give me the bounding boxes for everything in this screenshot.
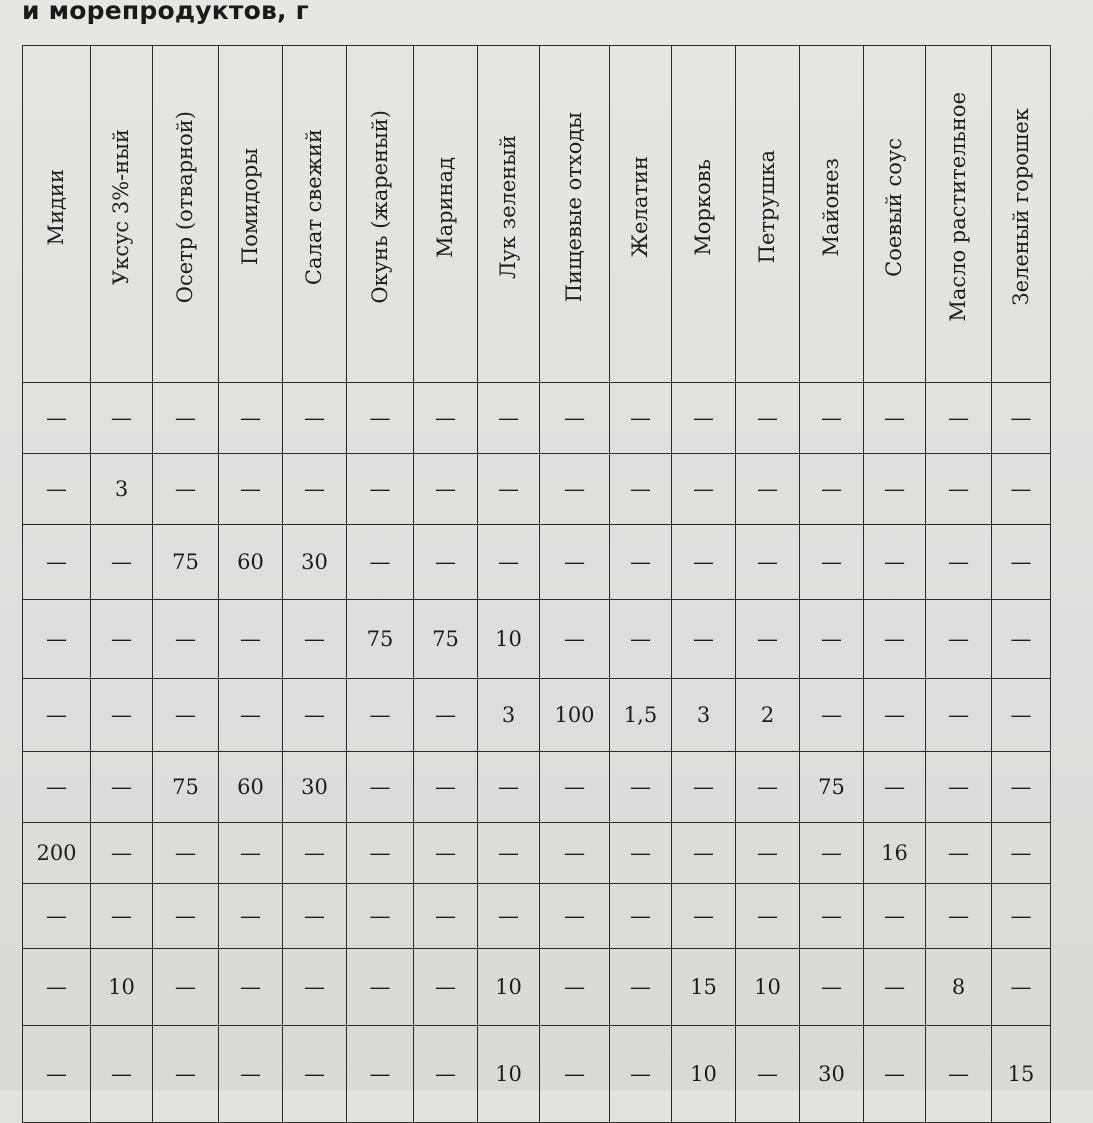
column-header: Желатин [610,46,672,383]
table-cell: — [864,884,926,949]
table-cell: — [864,1026,926,1123]
table-cell: — [23,884,91,949]
table-cell: — [864,752,926,823]
table-cell: — [347,884,414,949]
table-cell: — [91,752,153,823]
table-cell: 75 [414,600,478,679]
table-cell: — [610,823,672,884]
table-cell: — [219,884,283,949]
table-cell: — [992,679,1051,752]
table-cell: — [926,383,992,454]
table-cell: — [23,454,91,525]
table-cell: — [23,679,91,752]
table-row [23,823,1051,884]
table-cell: — [864,949,926,1026]
table-cell: — [153,679,219,752]
table-cell: — [992,600,1051,679]
table-cell: — [864,383,926,454]
table-cell: — [347,525,414,600]
table-cell: — [992,752,1051,823]
table-cell: — [610,454,672,525]
table-cell: — [540,884,610,949]
table-cell: 10 [478,949,540,1026]
table-cell: — [610,949,672,1026]
table-cell: — [800,525,864,600]
table-cell: — [91,600,153,679]
table-cell: — [478,454,540,525]
table-cell: — [736,454,800,525]
table-row [23,679,1051,752]
table-cell: — [347,823,414,884]
table-cell: — [414,884,478,949]
table-cell: — [91,383,153,454]
table-cell: — [540,1026,610,1123]
table-cell: 10 [672,1026,736,1123]
table-cell: — [926,752,992,823]
column-header: Пищевые отходы [540,46,610,383]
table-cell: 10 [478,600,540,679]
table-cell: 100 [540,679,610,752]
table-cell: — [864,679,926,752]
table-cell: — [610,884,672,949]
table-cell: — [800,949,864,1026]
table-cell: 3 [478,679,540,752]
table-cell: — [219,454,283,525]
table-cell: — [864,525,926,600]
table-cell: — [219,949,283,1026]
table-row [23,884,1051,949]
table-row [23,1026,1051,1123]
table-cell: — [347,383,414,454]
table-row [23,752,1051,823]
table-cell: — [540,949,610,1026]
table-cell: — [736,525,800,600]
table-cell: — [414,823,478,884]
table-cell: — [736,383,800,454]
table-cell: 75 [347,600,414,679]
table-cell: — [414,383,478,454]
table-cell: — [736,884,800,949]
column-header: Лук зеленый [478,46,540,383]
table-cell: — [672,383,736,454]
table-cell: — [478,383,540,454]
table-cell: — [800,823,864,884]
table-cell: — [23,752,91,823]
column-header: Майонез [800,46,864,383]
table-cell: 8 [926,949,992,1026]
table-cell: — [347,454,414,525]
table-cell: — [219,679,283,752]
table-cell: — [540,600,610,679]
table-heading: и морепродуктов, г [22,0,309,25]
table-cell: 16 [864,823,926,884]
table-cell: — [23,1026,91,1123]
table-cell: — [926,679,992,752]
table-cell: — [736,823,800,884]
table-cell: 200 [23,823,91,884]
table-cell: — [926,600,992,679]
table-cell: 2 [736,679,800,752]
table-row [23,383,1051,454]
table-cell: — [23,383,91,454]
table-cell: — [414,525,478,600]
table-cell: 10 [91,949,153,1026]
header-row [23,46,1051,383]
table-cell: — [864,454,926,525]
table-cell: — [992,525,1051,600]
table-cell: — [610,525,672,600]
table-cell: 30 [283,752,347,823]
table-cell: — [91,823,153,884]
table-cell: 60 [219,752,283,823]
table-cell: — [283,1026,347,1123]
table-cell: — [926,454,992,525]
table-cell: — [347,752,414,823]
table-cell: — [153,454,219,525]
table-cell: — [478,823,540,884]
table-cell: — [23,600,91,679]
table-cell: 10 [736,949,800,1026]
table-cell: — [283,949,347,1026]
table-cell: 10 [478,1026,540,1123]
table-cell: — [91,1026,153,1123]
table-cell: — [347,949,414,1026]
table-cell: 1,5 [610,679,672,752]
column-header: Уксус 3%-ный [91,46,153,383]
table-cell: — [800,454,864,525]
table-cell: — [283,600,347,679]
column-header: Маринад [414,46,478,383]
table-cell: — [540,525,610,600]
table-cell: — [992,454,1051,525]
ingredients-table [22,45,1051,1123]
table-cell: — [478,525,540,600]
table-cell: — [153,823,219,884]
column-header: Осетр (отварной) [153,46,219,383]
table-cell: — [864,600,926,679]
table-cell: — [219,383,283,454]
table-cell: — [91,679,153,752]
table-cell: 15 [672,949,736,1026]
table-cell: — [672,600,736,679]
table-cell: — [926,884,992,949]
table-cell: — [283,679,347,752]
table-cell: — [672,884,736,949]
table-cell: — [926,1026,992,1123]
table-cell: — [23,525,91,600]
table-cell: 3 [672,679,736,752]
table-row [23,525,1051,600]
table-cell: — [91,525,153,600]
table-cell: — [283,823,347,884]
table-cell: — [992,823,1051,884]
table-cell: — [23,949,91,1026]
column-header: Масло растительное [926,46,992,383]
table-cell: — [610,1026,672,1123]
table-cell: — [672,752,736,823]
table-cell: — [219,600,283,679]
table-cell: — [414,752,478,823]
table-cell: — [153,383,219,454]
table-cell: — [153,600,219,679]
table-row [23,454,1051,525]
table-cell: — [283,454,347,525]
column-header: Мидии [23,46,91,383]
table-cell: — [414,679,478,752]
table-cell: — [800,679,864,752]
table-cell: — [219,823,283,884]
column-header: Окунь (жареный) [347,46,414,383]
table-cell: — [347,679,414,752]
table-row [23,949,1051,1026]
table-cell: — [283,884,347,949]
table-cell: — [283,383,347,454]
table-cell: — [414,454,478,525]
table-cell: — [926,823,992,884]
table-cell: — [540,454,610,525]
table-cell: 30 [800,1026,864,1123]
table-cell: 30 [283,525,347,600]
table-cell: — [414,1026,478,1123]
table-cell: — [610,383,672,454]
table-cell: — [610,752,672,823]
table-cell: 75 [153,525,219,600]
column-header: Морковь [672,46,736,383]
table-cell: — [540,383,610,454]
table-cell: 3 [91,454,153,525]
table-cell: — [672,454,736,525]
table-cell: — [992,383,1051,454]
table-cell: — [926,525,992,600]
table-cell: — [992,949,1051,1026]
table-cell: — [672,823,736,884]
column-header: Петрушка [736,46,800,383]
column-header: Салат свежий [283,46,347,383]
table-cell: — [736,600,800,679]
table-cell: — [153,949,219,1026]
table-cell: — [540,823,610,884]
table-cell: 75 [800,752,864,823]
table-cell: 75 [153,752,219,823]
column-header: Зеленый горошек [992,46,1051,383]
table-cell: — [672,525,736,600]
table-cell: — [800,383,864,454]
table-cell: — [91,884,153,949]
table-cell: — [153,1026,219,1123]
table-cell: — [414,949,478,1026]
table-row [23,600,1051,679]
table-cell: — [992,884,1051,949]
column-header: Соевый соус [864,46,926,383]
table-cell: 15 [992,1026,1051,1123]
table-cell: — [736,752,800,823]
table-cell: — [800,884,864,949]
table-cell: — [478,884,540,949]
table-cell: 60 [219,525,283,600]
table-cell: — [153,884,219,949]
column-header: Помидоры [219,46,283,383]
table-cell: — [610,600,672,679]
table-cell: — [347,1026,414,1123]
table-cell: — [219,1026,283,1123]
table-cell: — [478,752,540,823]
table-cell: — [540,752,610,823]
table-cell: — [800,600,864,679]
table-cell: — [736,1026,800,1123]
